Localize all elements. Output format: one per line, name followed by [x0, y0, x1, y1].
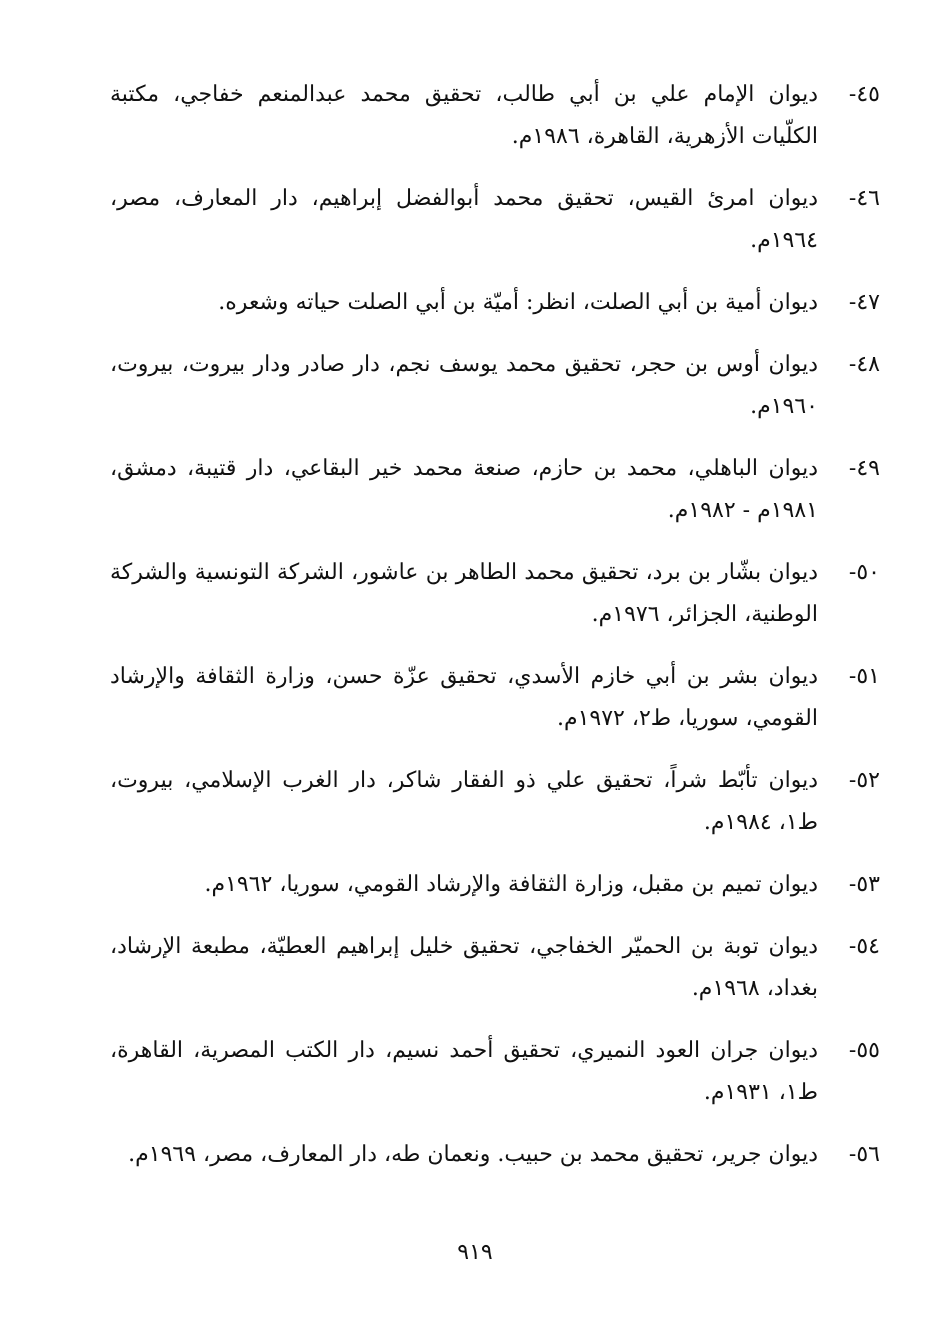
bibliography-entry: [110, 656, 880, 740]
entry-number: ٥٥-: [848, 1038, 880, 1063]
entry-text: ديوان الإمام علي بن أبي طالب، تحقيق محمد عبدالمنعم خفاجي، مكتبة الكلّيات الأزهرية، القاهرة، ١٩٨٦م.: [110, 82, 818, 149]
entry-text: ديوان بشّار بن برد، تحقيق محمد الطاهر بن عاشور، الشركة التونسية والشركة الوطنية، الجزائر، ١٩٧٦م.: [110, 560, 818, 627]
bibliography-entry: [110, 1030, 880, 1114]
entry-number: ٤٧-: [848, 290, 880, 315]
entry-number: ٥٣-: [848, 872, 880, 897]
bibliography-entry: [110, 552, 880, 636]
entry-number: ٥٦-: [848, 1142, 880, 1167]
bibliography-entry: [110, 74, 880, 158]
bibliography-entry: [110, 178, 880, 262]
entry-text: ديوان أوس بن حجر، تحقيق محمد يوسف نجم، دار صادر ودار بيروت، بيروت، ١٩٦٠م.: [110, 352, 818, 419]
entry-number: ٥٠-: [848, 560, 880, 585]
entry-text: ديوان الباهلي، محمد بن حازم، صنعة محمد خير البقاعي، دار قتيبة، دمشق، ١٩٨١م - ١٩٨٢م.: [110, 456, 818, 523]
entry-text: ديوان تأبّط شراً، تحقيق علي ذو الفقار شاكر، دار الغرب الإسلامي، بيروت، ط١، ١٩٨٤م.: [110, 768, 818, 835]
entry-text: ديوان أمية بن أبي الصلت، انظر: أميّة بن أبي الصلت حياته وشعره.: [218, 290, 818, 315]
bibliography-entry: [110, 448, 880, 532]
bibliography-list: [110, 74, 880, 1196]
bibliography-entry: [110, 864, 880, 906]
entry-number: ٤٦-: [848, 186, 880, 211]
entry-text: ديوان توبة بن الحميّر الخفاجي، تحقيق خليل إبراهيم العطيّة، مطبعة الإرشاد، بغداد، ١٩٦٨م.: [110, 934, 818, 1001]
bibliography-entry: [110, 1134, 880, 1176]
entry-number: ٥٤-: [848, 934, 880, 959]
bibliography-entry: [110, 760, 880, 844]
entry-number: ٥١-: [848, 664, 880, 689]
entry-number: ٥٢-: [848, 768, 880, 793]
bibliography-entry: [110, 926, 880, 1010]
entry-text: ديوان بشر بن أبي خازم الأسدي، تحقيق عزّة حسن، وزارة الثقافة والإرشاد القومي، سوريا، ط٢، ١٩٧٢م.: [110, 664, 818, 731]
entry-number: ٤٩-: [848, 456, 880, 481]
entry-text: ديوان امرئ القيس، تحقيق محمد أبوالفضل إبراهيم، دار المعارف، مصر، ١٩٦٤م.: [110, 186, 818, 253]
entry-text: ديوان تميم بن مقبل، وزارة الثقافة والإرشاد القومي، سوريا، ١٩٦٢م.: [204, 872, 818, 897]
page-number: ٩١٩: [457, 1240, 493, 1265]
entry-text: ديوان جرير، تحقيق محمد بن حبيب. ونعمان طه، دار المعارف، مصر، ١٩٦٩م.: [128, 1142, 818, 1167]
bibliography-entry: [110, 344, 880, 428]
entry-number: ٤٨-: [848, 352, 880, 377]
entry-number: ٤٥-: [848, 82, 880, 107]
bibliography-entry: [110, 282, 880, 324]
entry-text: ديوان جران العود النميري، تحقيق أحمد نسيم، دار الكتب المصرية، القاهرة، ط١، ١٩٣١م.: [110, 1038, 818, 1105]
